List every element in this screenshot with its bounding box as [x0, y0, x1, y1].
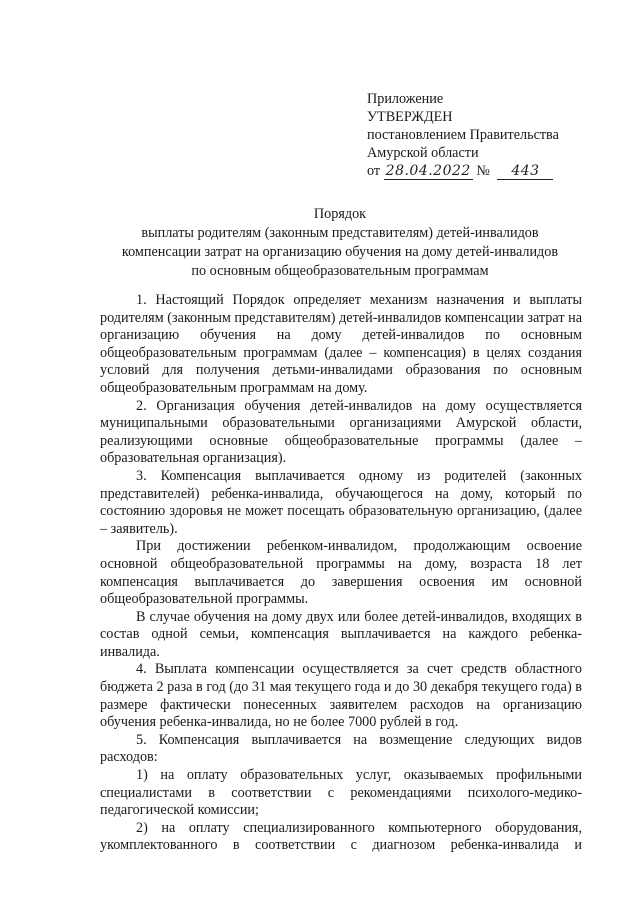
paragraph-1: 1. Настоящий Порядок определяет механизм назначения и выплаты родителям (законным представителям) детей-инвалидов компенсации затрат на организацию обучения на дому детей-инвалидов по основным общеобразовательным программам (далее – компенсация) в целях создания условий для получения детьми-инвалидами образования по основным общеобразовательным программам на дому. [100, 292, 582, 396]
handwritten-date: 28.04.2022 [385, 163, 471, 179]
paragraph-6: 4. Выплата компенсации осуществляется за счет средств областного бюджета 2 раза в год (до 31 мая текущего года и до 30 декабря текущего года) в размере фактически понесенных заявителем расходов на организацию обучения ребенка-инвалида, но не более 7000 рублей в год. [100, 661, 582, 731]
title-line-3: компенсации затрат на организацию обучения на дому детей-инвалидов [121, 244, 559, 260]
paragraph-3: 3. Компенсация выплачивается одному из родителей (законных представителей) ребенка-инвалида, обучающегося на дому, который по состоянию здоровья не может посещать образовательную организацию, (далее – заявитель). [100, 467, 582, 537]
paragraph-2: 2. Организация обучения детей-инвалидов на дому осуществляется муниципальными образовательными организациями Амурской области, реализующими основные общеобразовательные программы (далее – образовательная организация). [100, 397, 582, 467]
title-line-2: выплаты родителям (законным представителям) детей-инвалидов [141, 225, 539, 241]
title-line-1: Порядок [313, 206, 367, 222]
date-number-line [367, 162, 607, 180]
handwritten-number: 443 [497, 163, 553, 180]
approval-stamp-block [367, 90, 607, 180]
approved-label: УТВЕРЖДЕН [367, 109, 453, 125]
paragraph-7: 5. Компенсация выплачивается на возмещение следующих видов расходов: [100, 731, 582, 766]
resolution-label: постановлением Правительства [367, 127, 559, 143]
appendix-label: Приложение [367, 91, 444, 107]
number-prefix: № [476, 163, 490, 179]
document-title [100, 205, 580, 281]
date-prefix: от [367, 163, 381, 179]
document-body [100, 292, 582, 855]
paragraph-5: В случае обучения на дому двух или более детей-инвалидов, входящих в состав одной семьи, компенсация выплачивается на каждого ребенка-инвалида. [100, 608, 582, 660]
paragraph-9: 2) на оплату специализированного компьютерного оборудования, укомплектованного в соответствии с диагнозом ребенка-инвалида и [100, 819, 582, 854]
region-label: Амурской области [367, 145, 479, 161]
title-line-4: по основным общеобразовательным программам [191, 263, 489, 279]
paragraph-4: При достижении ребенком-инвалидом, продолжающим освоение основной общеобразовательной программы на дому, возраста 18 лет компенсация выплачивается до завершения освоения им основной общеобразовательной программы. [100, 538, 582, 608]
paragraph-8: 1) на оплату образовательных услуг, оказываемых профильными специалистами в соответствии с рекомендациями психолого-медико-педагогической комиссии; [100, 767, 582, 819]
